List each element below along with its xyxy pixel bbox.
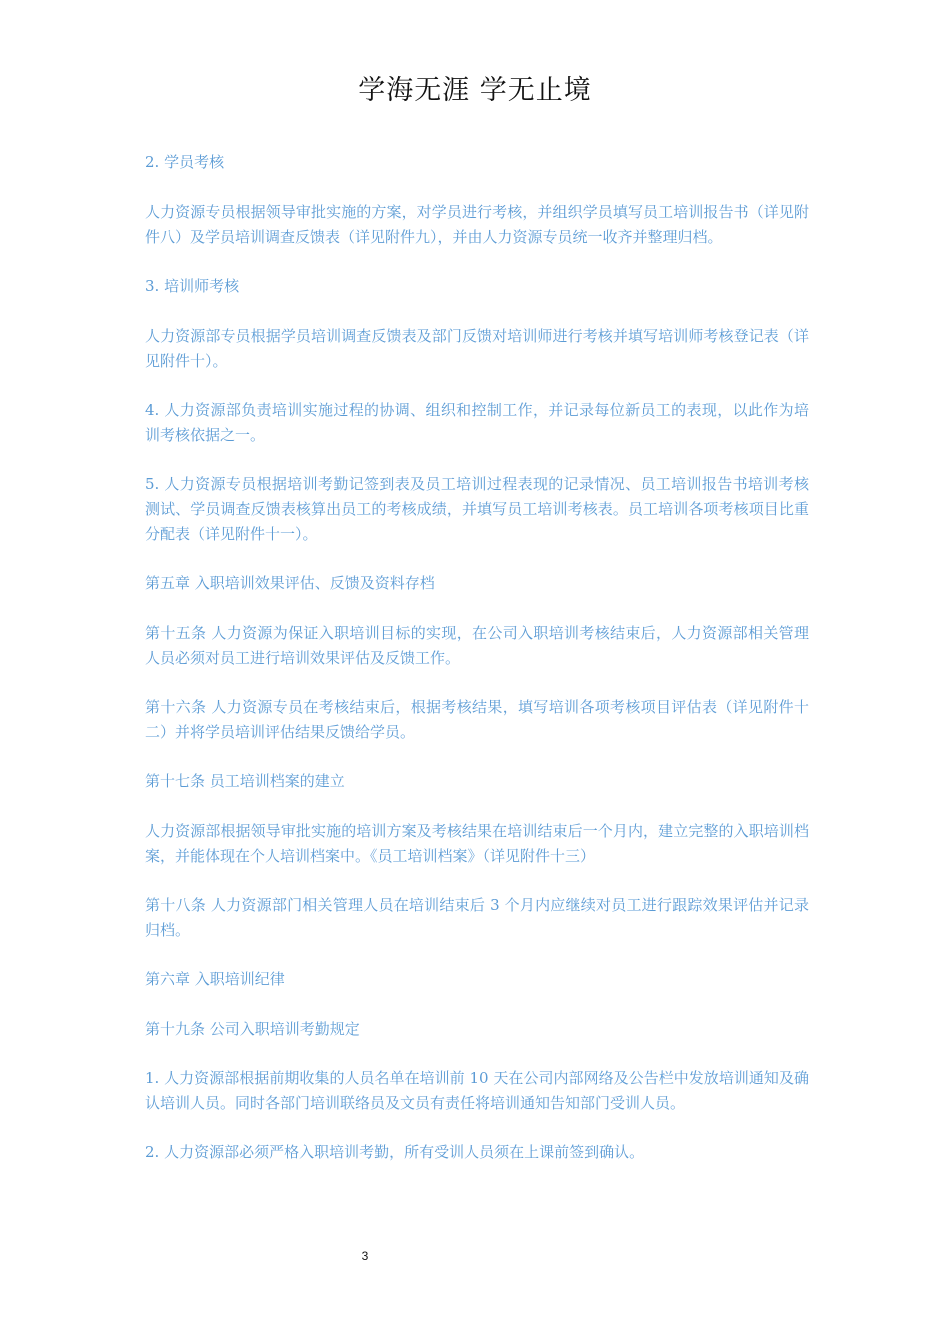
paragraph: 人力资源部专员根据学员培训调查反馈表及部门反馈对培训师进行考核并填写培训师考核登记表（详见附件十）。 [145,327,809,370]
chapter-heading: 第五章 入职培训效果评估、反馈及资料存档 [145,574,435,592]
paragraph: 4. 人力资源部负责培训实施过程的协调、组织和控制工作，并记录每位新员工的表现，以此作为培训考核依据之一。 [145,401,809,444]
document-body [145,150,809,1165]
paragraph: 人力资源部根据领导审批实施的培训方案及考核结果在培训结束后一个月内，建立完整的入职培训档案，并能体现在个人培训档案中。《员工培训档案》（详见附件十三） [145,822,809,865]
paragraph: 1. 人力资源部根据前期收集的人员名单在培训前 10 天在公司内部网络及公告栏中发放培训通知及确认培训人员。同时各部门培训联络员及文员有责任将培训通知告知部门受训人员。 [145,1069,809,1112]
paragraph: 2. 人力资源部必须严格入职培训考勤，所有受训人员须在上课前签到确认。 [145,1143,645,1161]
paragraph: 5. 人力资源专员根据培训考勤记签到表及员工培训过程表现的记录情况、员工培训报告书培训考核测试、学员调查反馈表核算出员工的考核成绩，并填写员工培训考核表。员工培训各项考核项目比重分配表（详见附件十一）。 [145,475,809,543]
article-paragraph: 第十八条 人力资源部门相关管理人员在培训结束后 3 个月内应继续对员工进行跟踪效果评估并记录归档。 [145,896,809,939]
chapter-heading: 第六章 入职培训纪律 [145,970,285,988]
page-header-title: 学海无涯 学无止境 [358,75,592,106]
paragraph: 人力资源专员根据领导审批实施的方案，对学员进行考核，并组织学员填写员工培训报告书（详见附件八）及学员培训调查反馈表（详见附件九），并由人力资源专员统一收齐并整理归档。 [145,203,809,246]
section-heading: 2. 学员考核 [145,153,225,171]
section-heading: 3. 培训师考核 [145,277,240,295]
article-heading: 第十七条 员工培训档案的建立 [145,772,345,790]
article-paragraph: 第十五条 人力资源为保证入职培训目标的实现，在公司入职培训考核结束后，人力资源部相关管理人员必须对员工进行培训效果评估及反馈工作。 [145,624,809,667]
article-paragraph: 第十六条 人力资源专员在考核结束后，根据考核结果，填写培训各项考核项目评估表（详见附件十二）并将学员培训评估结果反馈给学员。 [145,698,809,741]
article-heading: 第十九条 公司入职培训考勤规定 [145,1020,360,1038]
page-number: 3 [361,1249,369,1263]
